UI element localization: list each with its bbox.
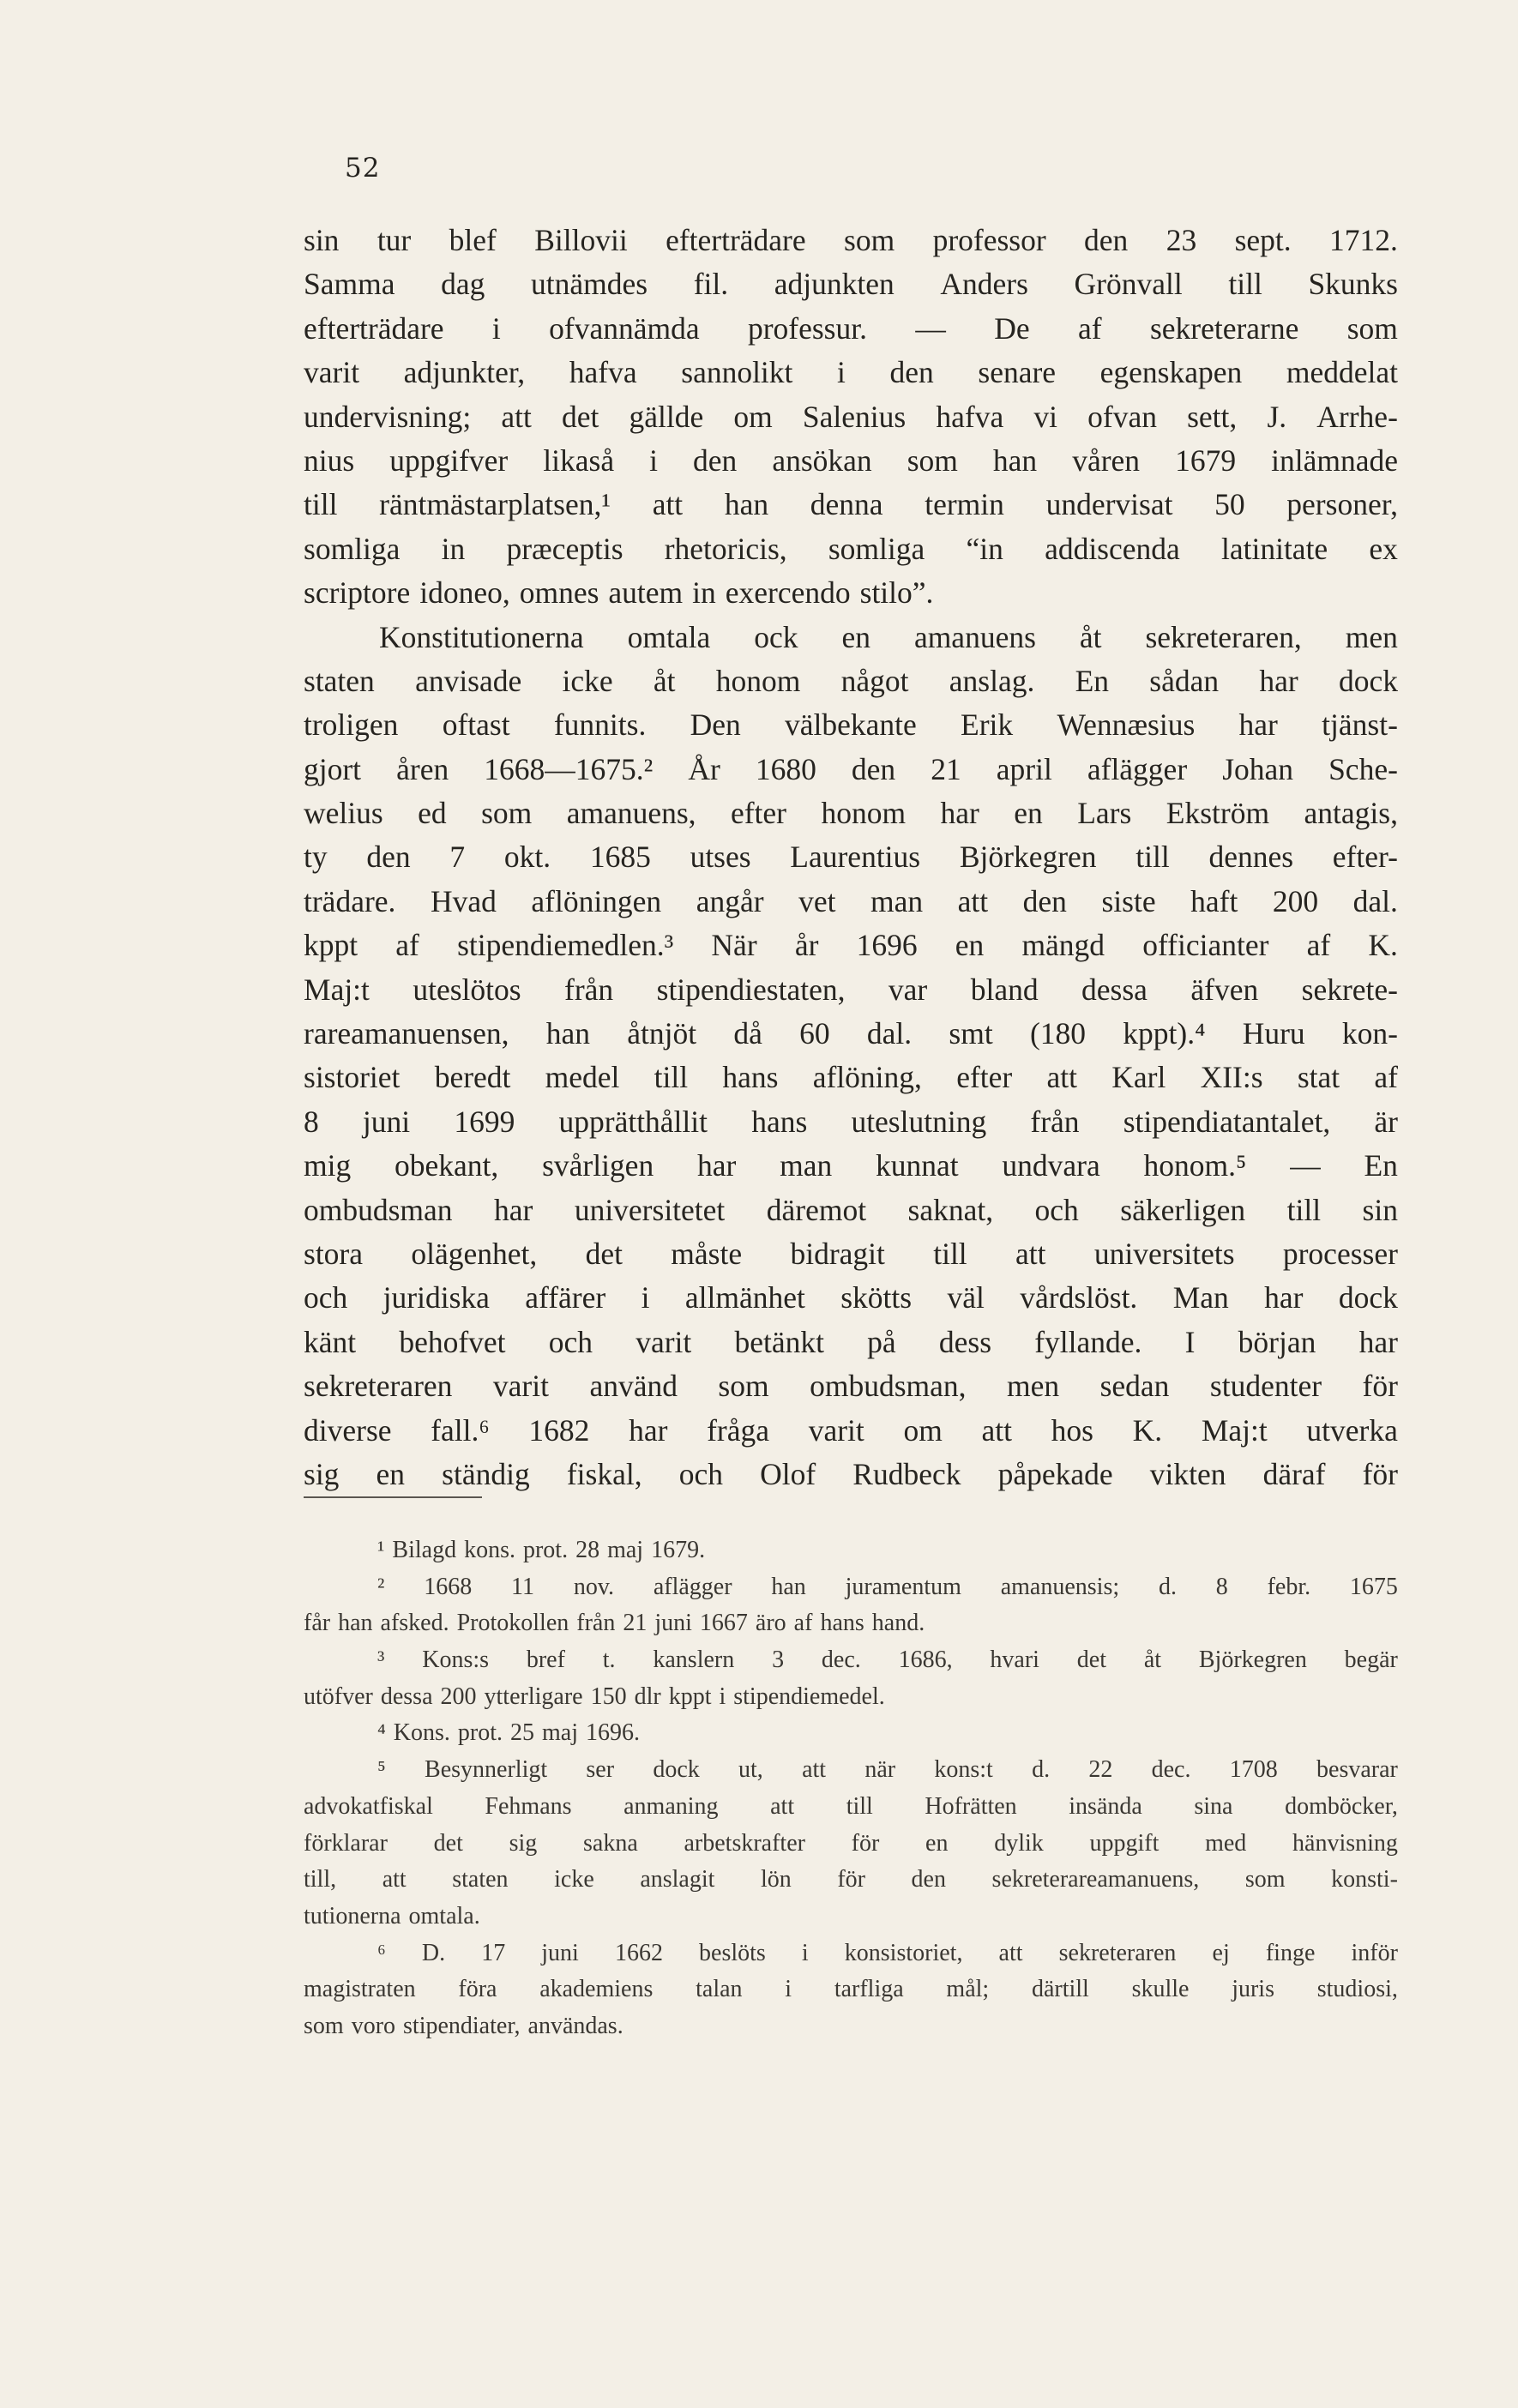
text-line: känt behofvet och varit betänkt på dess fyllande. I början har (304, 1324, 1398, 1359)
footnote-line: utöfver dessa 200 ytterligare 150 dlr kppt i stipendiemedel. (304, 1683, 885, 1710)
text-line: Maj:t uteslötos från stipendiestaten, var bland dessa äfven sekrete- (304, 972, 1398, 1007)
footnote-line: förklarar det sig sakna arbetskrafter för en dylik uppgift med hänvisning (304, 1829, 1398, 1857)
text-line: kppt af stipendiemedlen.³ När år 1696 en mängd officianter af K. (304, 928, 1398, 963)
footnote-line: ¹ Bilagd kons. prot. 28 maj 1679. (377, 1537, 706, 1563)
text-line: ty den 7 okt. 1685 utses Laurentius Björkegren till dennes efter- (304, 840, 1398, 875)
text-line: troligen oftast funnits. Den välbekante Erik Wennæsius har tjänst- (304, 707, 1398, 743)
text-line: rareamanuensen, han åtnjöt då 60 dal. smt (180 kppt).⁴ Huru kon- (304, 1016, 1398, 1051)
body-text (304, 219, 1398, 1496)
footnote-line: ⁵ Besynnerligt ser dock ut, att när kons:t d. 22 dec. 1708 besvarar (377, 1756, 1398, 1784)
footnote-line: advokatfiskal Fehmans anmaning att till Hofrätten insända sina domböcker, (304, 1792, 1398, 1820)
footnote-line: magistraten föra akademiens talan i tarfliga mål; därtill skulle juris studiosi, (304, 1976, 1398, 2003)
footnote-line: tutionerna omtala. (304, 1902, 480, 1929)
text-line: efterträdare i ofvannämda professur. — De af sekreterarne som (304, 310, 1398, 346)
text-line: sistoriet beredt medel till hans aflöning, efter att Karl XII:s stat af (304, 1060, 1398, 1095)
text-line: nius uppgifver likaså i den ansökan som han våren 1679 inlämnade (304, 442, 1398, 478)
text-line: och juridiska affärer i allmänhet skötts väl vårdslöst. Man har dock (304, 1280, 1398, 1315)
text-line: stora olägenhet, det måste bidragit till att universitets processer (304, 1236, 1398, 1271)
page-number: 52 (345, 153, 381, 184)
footnote-line: till, att staten icke anslagit lön för den sekreterareamanuens, som konsti- (304, 1866, 1398, 1893)
text-line: gjort åren 1668—1675.² År 1680 den 21 april aflägger Johan Sche- (304, 751, 1398, 786)
footnote-line: ⁴ Kons. prot. 25 maj 1696. (377, 1719, 640, 1747)
text-line: trädare. Hvad aflöningen angår vet man att den siste haft 200 dal. (304, 883, 1398, 918)
footnote-separator (304, 1496, 482, 1498)
text-line: sekreteraren varit använd som ombudsman, men sedan studenter för (304, 1369, 1398, 1404)
text-line: sig en ständig fiskal, och Olof Rudbeck påpekade vikten däraf för (304, 1456, 1398, 1491)
text-line: Konstitutionerna omtala ock en amanuens åt sekreteraren, men (379, 619, 1398, 654)
footnote-line: ² 1668 11 nov. aflägger han juramentum amanuensis; d. 8 febr. 1675 (377, 1573, 1398, 1600)
text-line: ombudsman har universitetet däremot saknat, och säkerligen till sin (304, 1192, 1398, 1227)
text-line: till räntmästarplatsen,¹ att han denna termin undervisat 50 personer, (304, 487, 1398, 522)
text-line: diverse fall.⁶ 1682 har fråga varit om att hos K. Maj:t utverka (304, 1412, 1398, 1448)
footnote-line: som voro stipendiater, användas. (304, 2012, 623, 2039)
text-line: mig obekant, svårligen har man kunnat undvara honom.⁵ — En (304, 1148, 1398, 1183)
footnote-line: får han afsked. Protokollen från 21 juni 1667 äro af hans hand. (304, 1610, 925, 1637)
text-line: staten anvisade icke åt honom något anslag. En sådan har dock (304, 663, 1398, 698)
footnotes (304, 1532, 1398, 2045)
text-line: welius ed som amanuens, efter honom har en Lars Ekström antagis, (304, 796, 1398, 831)
text-line: sin tur blef Billovii efterträdare som professor den 23 sept. 1712. (304, 223, 1398, 257)
footnote-line: ⁶ D. 17 juni 1662 beslöts i konsistoriet, att sekreteraren ej finge inför (377, 1939, 1398, 1966)
text-line: scriptore idoneo, omnes autem in exercendo stilo”. (304, 575, 934, 611)
text-line: somliga in præceptis rhetoricis, somliga “in addiscenda latinitate ex (304, 531, 1398, 566)
text-line: 8 juni 1699 upprätthållit hans uteslutning från stipendiatantalet, är (304, 1104, 1398, 1139)
text-line: varit adjunkter, hafva sannolikt i den senare egenskapen meddelat (304, 355, 1398, 390)
text-line: Samma dag utnämdes fil. adjunkten Anders Grönvall till Skunks (304, 267, 1398, 302)
footnote-line: ³ Kons:s bref t. kanslern 3 dec. 1686, hvari det åt Björkegren begär (377, 1646, 1398, 1674)
text-line: undervisning; att det gällde om Salenius hafva vi ofvan sett, J. Arrhe- (304, 399, 1398, 434)
